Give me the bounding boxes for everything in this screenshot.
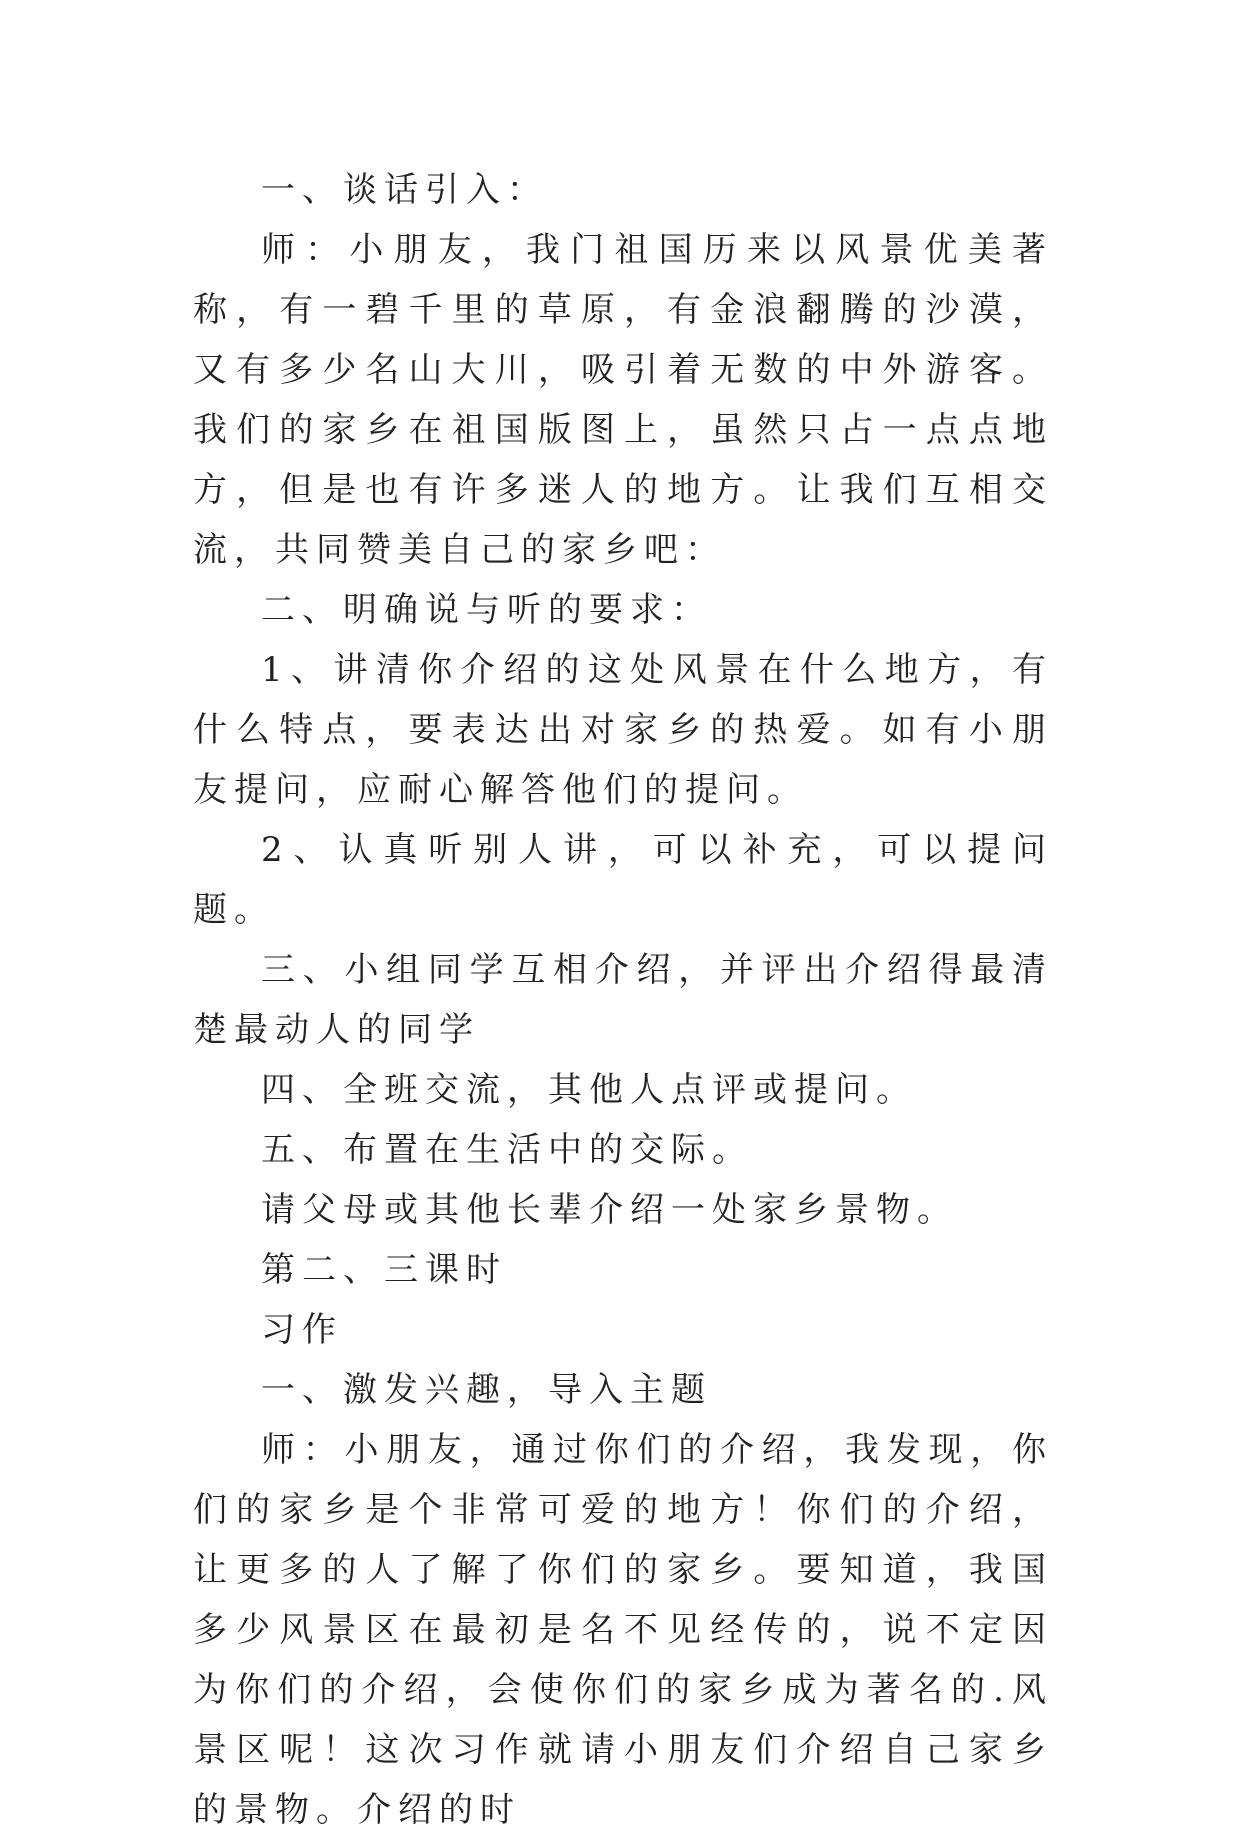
assignment-detail: 请父母或其他长辈介绍一处家乡景物。 (261, 1190, 958, 1230)
section-heading-group-introduce: 三、小组同学互相介绍，并评出介绍得最清楚最动人的同学 (193, 950, 1053, 1050)
section-heading-class-exchange: 四、全班交流，其他人点评或提问。 (261, 1070, 917, 1110)
lesson-period-heading: 第二、三课时 (261, 1250, 507, 1290)
writing-heading: 习作 (261, 1310, 343, 1350)
document-body (193, 160, 1053, 1840)
section-heading-talk-intro: 一、谈话引入： (261, 170, 548, 210)
requirement-item-2: 2、认真听别人讲，可以补充，可以提问题。 (193, 830, 1053, 930)
section-heading-assignment: 五、布置在生活中的交际。 (261, 1130, 753, 1170)
teacher-intro-paragraph: 师：小朋友，我门祖国历来以风景优美著称，有一碧千里的草原，有金浪翻腾的沙漠，又有多少名山大川，吸引着无数的中外游客。我们的家乡在祖国版图上，虽然只占一点点地方，但是也有许多迷人的地方。让我们互相交流，共同赞美自己的家乡吧： (193, 230, 1053, 570)
section-heading-stimulate-interest: 一、激发兴趣，导入主题 (261, 1370, 712, 1410)
teacher-writing-paragraph: 师：小朋友，通过你们的介绍，我发现，你们的家乡是个非常可爱的地方！你们的介绍，让更多的人了解了你们的家乡。要知道，我国多少风景区在最初是名不见经传的，说不定因为你们的介绍，会使你们的家乡成为著名的.风景区呢！这次习作就请小朋友们介绍自己家乡的景物。介绍的时 (193, 1430, 1053, 1830)
requirement-item-1: 1、讲清你介绍的这处风景在什么地方，有什么特点，要表达出对家乡的热爱。如有小朋友提问，应耐心解答他们的提问。 (193, 650, 1053, 810)
section-heading-requirements: 二、明确说与听的要求： (261, 590, 712, 630)
